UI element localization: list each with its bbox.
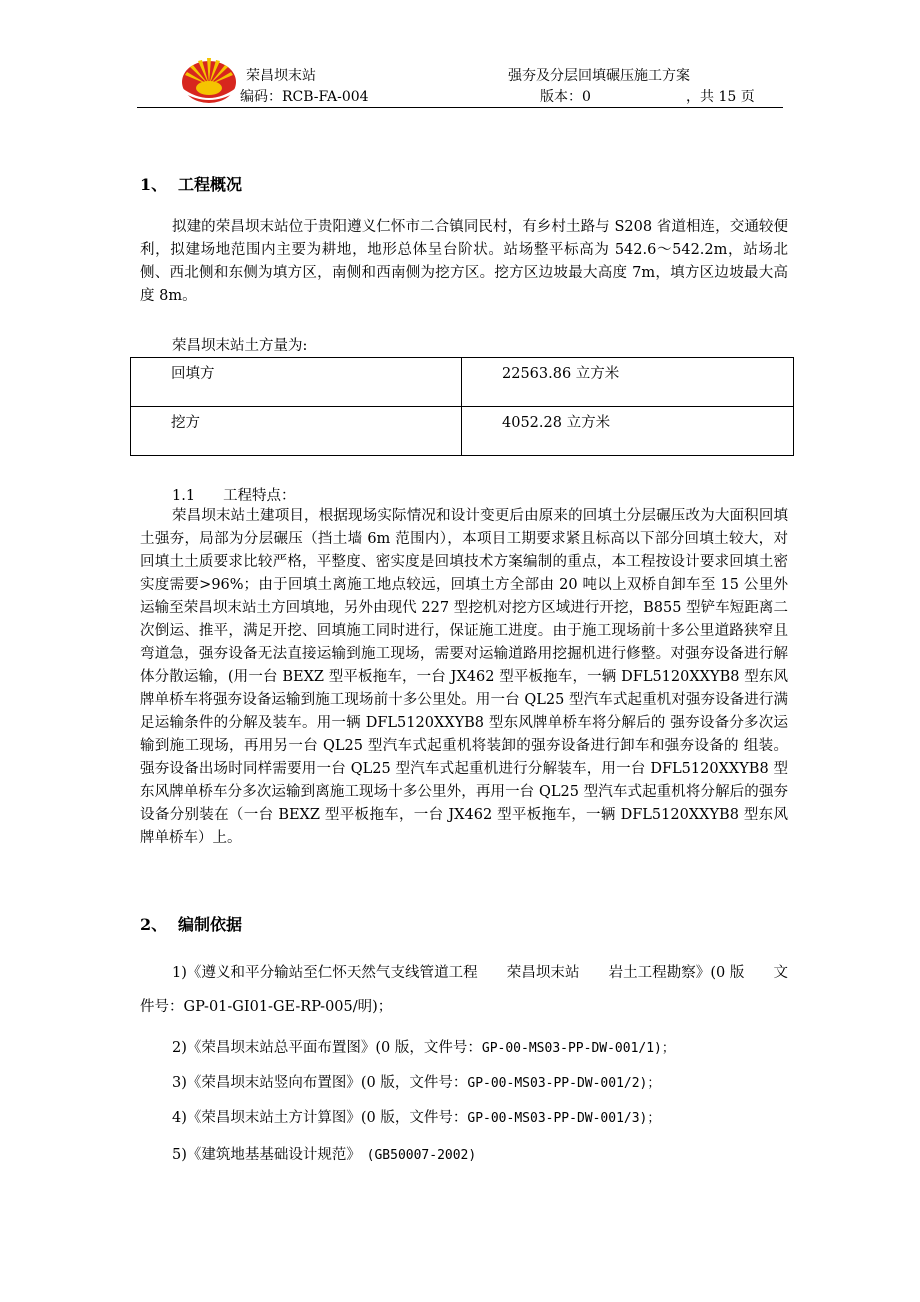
subsection-number: 1.1 — [172, 488, 196, 504]
reference-1: 1)《遵义和平分输站至仁怀天然气支线管道工程 荣昌坝末站 岩土工程勘察》(0 版 文件号：GP-01-GI01-GE-RP-005/明)； — [140, 965, 788, 1015]
section-1-number: 1、 — [140, 175, 168, 194]
header-doc-title: 强夯及分层回填碾压施工方案 — [508, 68, 690, 84]
reference-title: 5)《建筑地基基础设计规范》 — [172, 1147, 354, 1163]
reference-title: 4)《荣昌坝末站土方计算图》(0 版，文件号： — [172, 1110, 468, 1126]
reference-code: GP-00-MS03-PP-DW-001/2)； — [467, 1076, 661, 1091]
reference-code: GP-00-MS03-PP-DW-001/3)； — [467, 1111, 661, 1126]
table-row — [131, 407, 794, 456]
reference-code: (GB50007-2002) — [353, 1148, 477, 1163]
subsection-title: 工程特点： — [223, 488, 296, 504]
section-1-intro: 拟建的荣昌坝末站位于贵阳遵义仁怀市二合镇同民村，有乡村土路与 S208 省道相连，交通较便利，拟建场地范围内主要为耕地，地形总体呈台阶状。站场整平标高为 542.6～542.2m，站场北侧、西北侧和东侧为填方区，南侧和西南侧为挖方区。挖方区边坡最大高度 7m，填方区边坡最大高度 8m。 — [140, 219, 788, 304]
petrochina-sun-logo-icon — [180, 52, 238, 104]
section-2-number: 2、 — [140, 915, 168, 934]
header-code: 编码：RCB-FA-004 — [240, 89, 369, 105]
reference-title: 2)《荣昌坝末站总平面布置图》(0 版，文件号： — [172, 1040, 482, 1056]
section-2-heading — [140, 912, 242, 935]
table-cell-item: 回填方 — [131, 358, 462, 407]
header-station: 荣昌坝末站 — [246, 68, 316, 84]
table-cell-value: 22563.86 立方米 — [462, 358, 794, 407]
section-1-heading — [140, 172, 242, 195]
header-version: 版本：0 — [540, 89, 591, 105]
table-caption: 荣昌坝末站土方量为: — [172, 338, 308, 354]
reference-code: GP-00-MS03-PP-DW-001/1)； — [481, 1041, 675, 1056]
reference-title: 3)《荣昌坝末站竖向布置图》(0 版，文件号： — [172, 1075, 468, 1091]
header-pages: ，共 15 页 — [686, 89, 755, 105]
reference-2 — [172, 1036, 675, 1057]
section-1-title: 工程概况 — [178, 175, 243, 194]
table-cell-item: 挖方 — [131, 407, 462, 456]
reference-4 — [172, 1106, 660, 1127]
section-1-features: 荣昌坝末站土建项目，根据现场实际情况和设计变更后由原来的回填土分层碾压改为大面积回填土强夯，局部为分层碾压（挡土墙 6m 范围内），本项目工期要求紧且标高以下部分回填土较大，对回填土土质要求比较严格，平整度、密实度是回填技术方案编制的重点，本工程按设计要求回填土密实度需要>96%；由于回填土离施工地点较远，回填土方全部由 20 吨以上双桥自卸车至 15 公里外运输至荣昌坝末站土方回填地，另外由现代 227 型挖机对挖方区域进行开挖，B855 型铲车短距离二次倒运、推平，满足开挖、回填施工同时进行，保证施工进度。由于施工现场前十多公里道路狭窄且弯道急，强夯设备无法直接运输到施工现场，需要对运输道路用挖掘机进行修整。对强夯设备进行解体分散运输，(用一台 BEXZ 型平板拖车，一台 JX462 型平板拖车，一辆 DFL5120XXYB8 型东风牌单桥车将强夯设备运输到施工现场前十多公里处。用一台 QL25 型汽车式起重机对强夯设备进行满足运输条件的分解及装车。用一辆 DFL5120XXYB8 型东风牌单桥车将分解后的 强夯设备分多次运输到施工现场，再用另一台 QL25 型汽车式起重机将装卸的强夯设备进行卸车和强夯设备的 组装。强夯设备出场时同样需要用一台 QL25 型汽车式起重机进行分解装车，用一台 DFL5120XXYB8 型东风牌单桥车分多次运输到离施工现场十多公里外，再用一台 QL25 型汽车式起重机将分解后的强夯设备分别装在（一台 BEXZ 型平板拖车，一台 JX462 型平板拖车，一辆 DFL5120XXYB8 型东风牌单桥车）上。 — [140, 508, 788, 846]
table-row — [131, 358, 794, 407]
earthwork-table — [130, 357, 794, 456]
section-2-title: 编制依据 — [178, 915, 243, 934]
reference-5 — [172, 1143, 476, 1164]
subsection-1-1-heading — [172, 484, 296, 505]
header-divider — [137, 107, 783, 108]
table-cell-value: 4052.28 立方米 — [462, 407, 794, 456]
reference-3 — [172, 1071, 660, 1092]
